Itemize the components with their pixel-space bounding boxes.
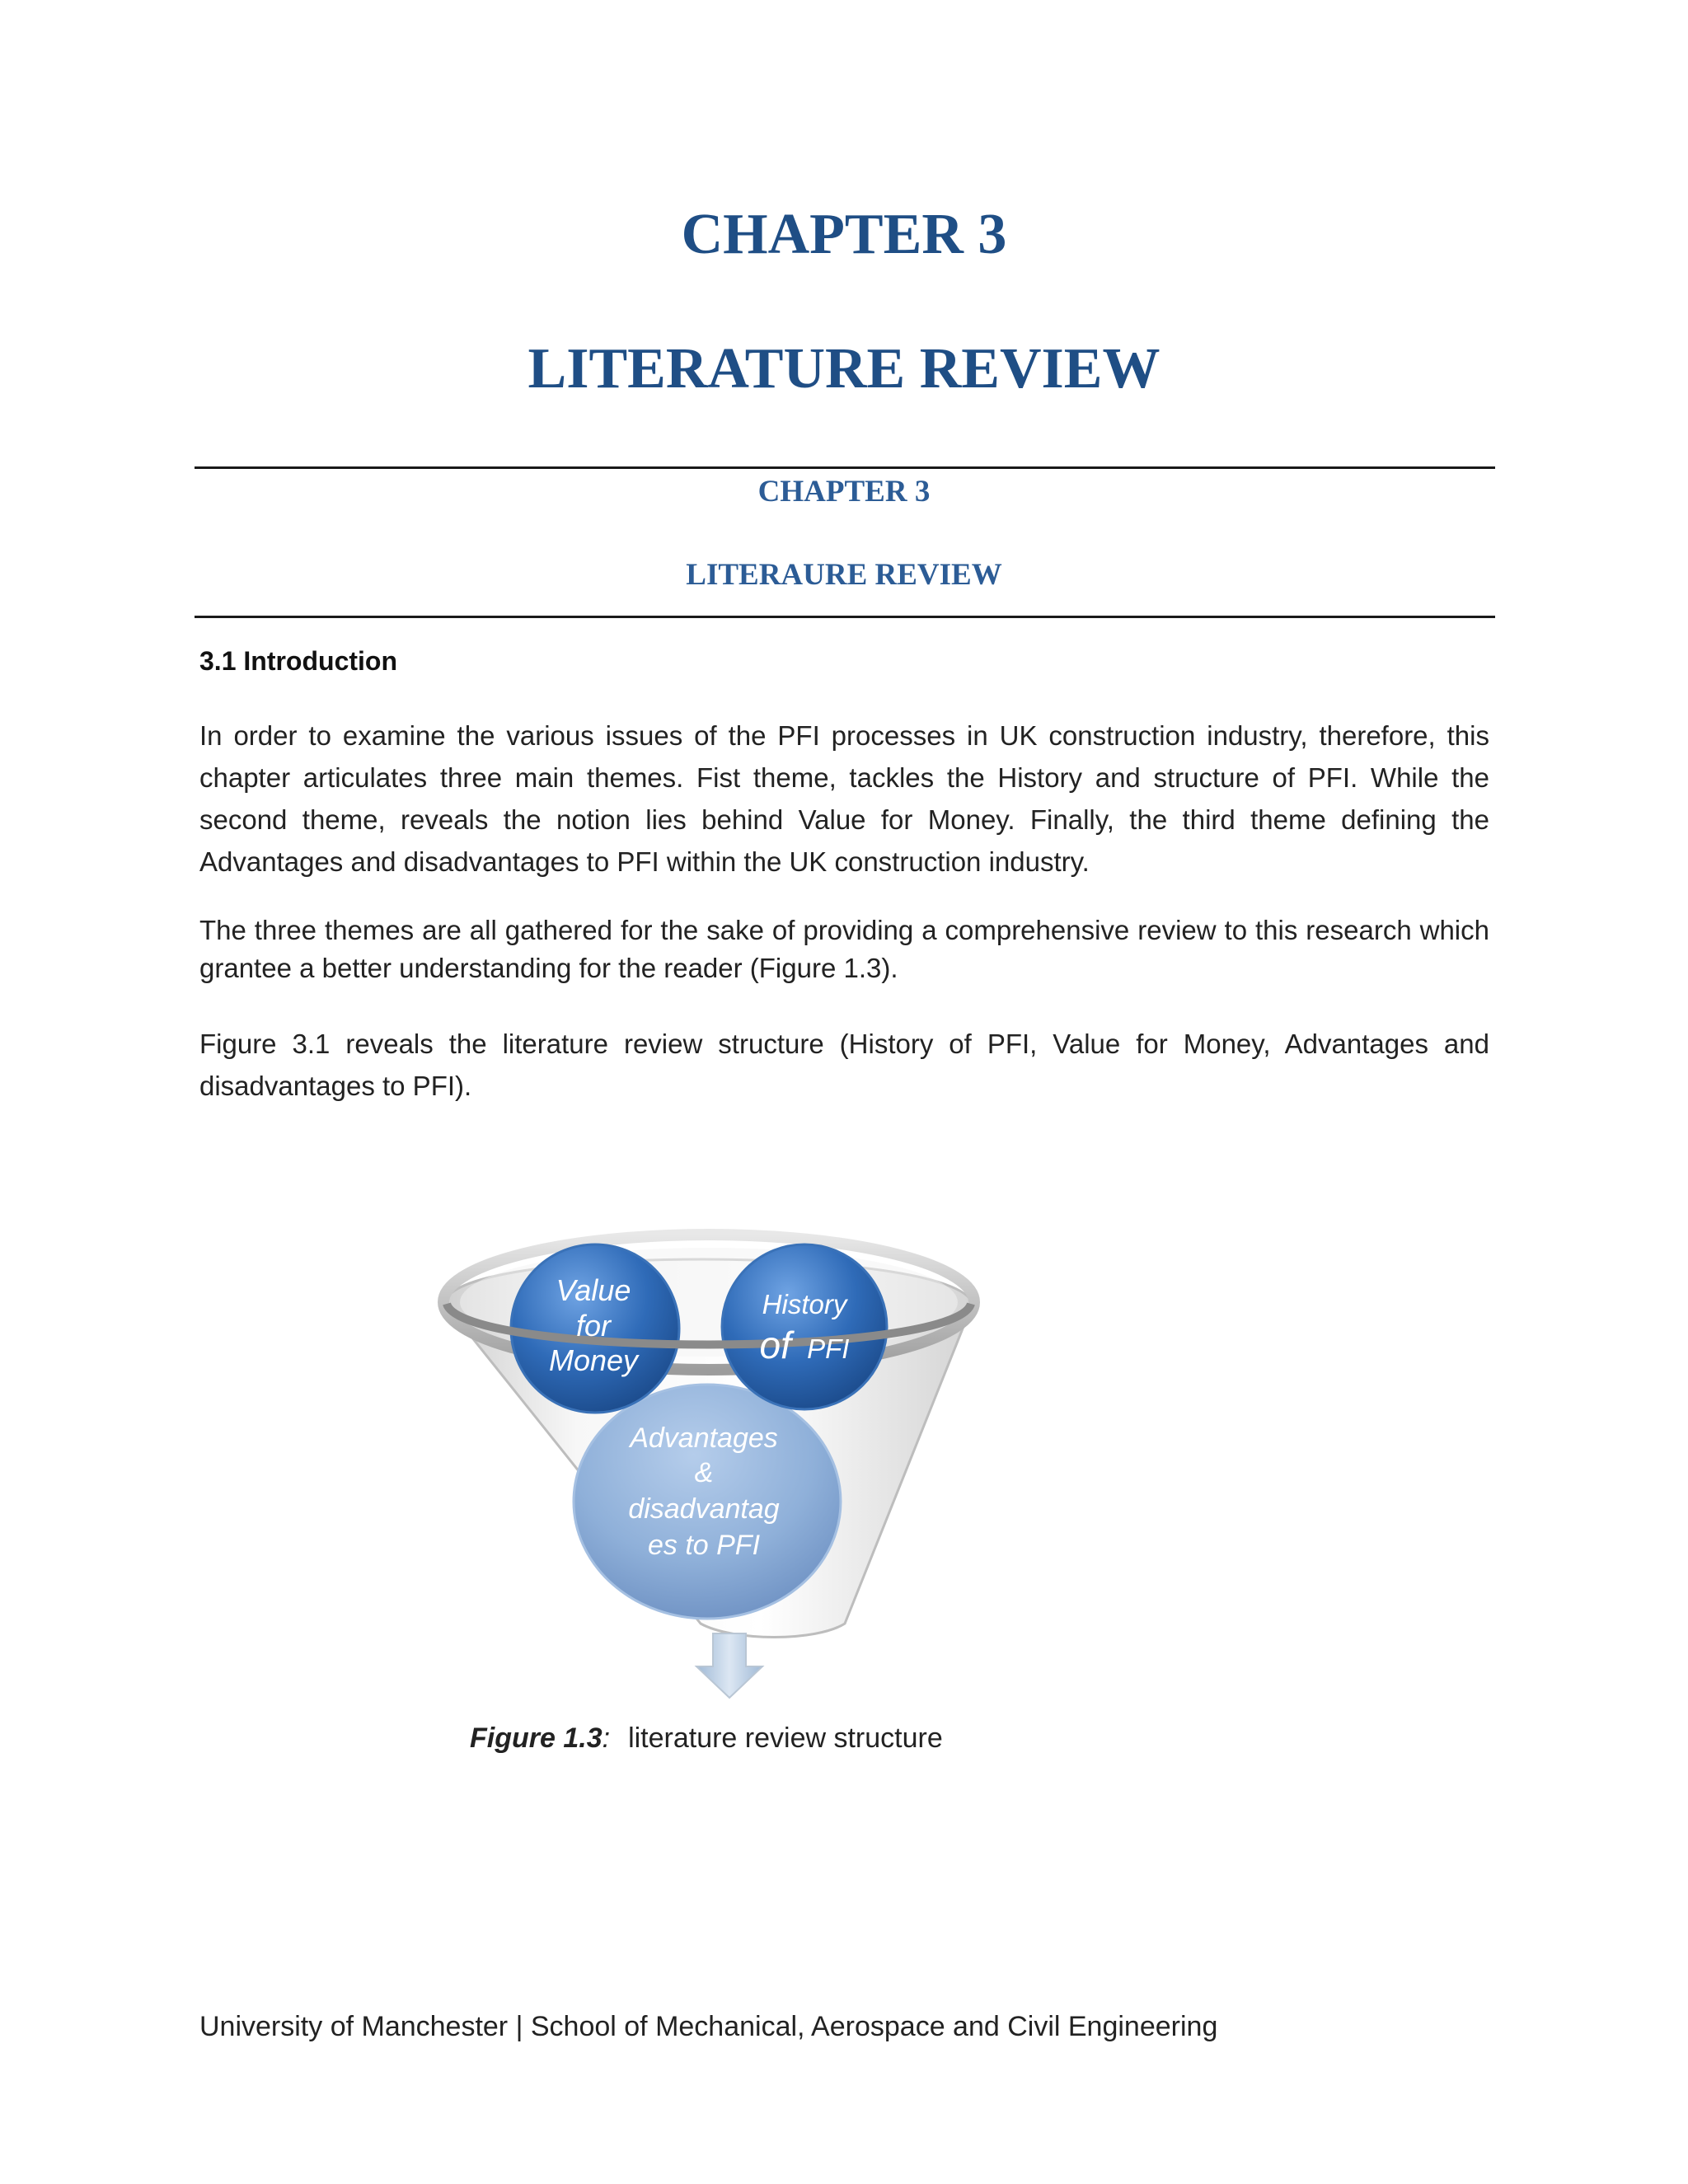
advantages-line-2: &	[694, 1457, 714, 1488]
chapter-subtitle: LITERATURE REVIEW	[528, 337, 1160, 401]
bottom-divider	[195, 616, 1495, 618]
advantages-line-1: Advantages	[630, 1422, 778, 1454]
figure-label: Figure 1.3	[470, 1722, 603, 1754]
intro-paragraph-3: Figure 3.1 reveals the literature review structure (History of PFI, Value for Money, Advantages and disadvantages to PFI).	[199, 1029, 1489, 1101]
chapter-title: CHAPTER 3	[681, 203, 1007, 266]
advantages-line-4: es to PFI	[647, 1530, 761, 1561]
figure-caption-text: literature review structure	[628, 1722, 943, 1754]
down-arrow-icon	[696, 1633, 762, 1698]
intro-paragraph-1: In order to examine the various issues of the PFI processes in UK construction industry, therefore, this chapter articulates three main themes. Fist theme, tackles the History and structure of PFI. While the second theme, reveals the notion lies behind Value for Money. Finally, the third theme defining the Advantages and disadvantages to PFI within the UK construction industry.	[199, 720, 1489, 877]
top-divider	[195, 466, 1495, 469]
figure-caption	[470, 1722, 943, 1755]
literature-review-funnel-diagram	[429, 1212, 989, 1706]
value-line-3: Money	[548, 1343, 639, 1377]
intro-paragraph-2: The three themes are all gathered for the sake of providing a comprehensive review to this research which grantee a better understanding for the reader (Figure 1.3).	[199, 915, 1489, 983]
history-line-3: PFI	[807, 1333, 850, 1364]
page-footer: University of Manchester | School of Mechanical, Aerospace and Civil Engineering	[199, 2011, 1218, 2042]
history-line-1: History	[762, 1289, 847, 1319]
banner-chapter-name: LITERAURE REVIEW	[686, 558, 1002, 592]
banner-chapter-label: CHAPTER 3	[757, 475, 931, 509]
history-of-pfi-circle	[722, 1244, 887, 1409]
figure-colon: :	[602, 1722, 611, 1754]
section-heading: 3.1 Introduction	[199, 646, 397, 676]
value-line-2: for	[575, 1309, 612, 1343]
advantages-line-3: disadvantag	[628, 1493, 780, 1525]
value-line-1: Value	[556, 1273, 631, 1307]
history-line-2: of	[759, 1324, 791, 1366]
